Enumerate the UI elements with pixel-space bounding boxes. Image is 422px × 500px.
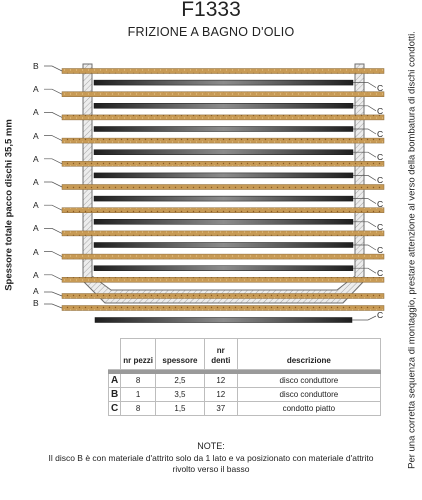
table-header-pezzi: nr pezzi xyxy=(121,339,156,370)
loose-friction-disc-a xyxy=(62,294,384,299)
steel-disc-c xyxy=(94,173,353,178)
friction-disc-a xyxy=(62,254,384,259)
friction-disc-a xyxy=(62,92,384,97)
page-title: F1333 xyxy=(181,0,241,21)
assembly-note-text: Per una corretta sequenza di montaggio, prestare attenzione al verso della bombatura di dischi condotti. xyxy=(406,31,418,469)
leader-line-a xyxy=(44,182,62,187)
friction-disc-a xyxy=(62,161,384,166)
disc-descrizione: disco conduttore xyxy=(237,388,380,402)
disc-label-c: C xyxy=(377,82,384,93)
loose-friction-disc-b xyxy=(62,306,384,311)
disc-label-b: B xyxy=(33,61,39,71)
disc-label-a: A xyxy=(33,269,39,280)
disc-label-a: A xyxy=(33,223,39,234)
steel-disc-c xyxy=(94,103,353,108)
leader-line-b xyxy=(44,66,62,71)
disc-pezzi: 8 xyxy=(121,402,156,416)
leader-line-c xyxy=(352,316,376,320)
leader-line-a xyxy=(44,252,62,257)
disc-label-a: A xyxy=(33,130,39,141)
disc-label-c: C xyxy=(377,175,384,186)
disc-label-c: C xyxy=(377,268,384,279)
friction-disc-a xyxy=(62,138,384,143)
disc-label-a: A xyxy=(33,153,39,164)
total-thickness-text: Spessore totale pacco dischi 35,5 mm xyxy=(3,119,15,291)
disc-denti: 12 xyxy=(204,374,237,388)
disc-descrizione: disco conduttore xyxy=(237,374,380,388)
steel-disc-c xyxy=(94,243,353,248)
friction-disc-a xyxy=(62,115,384,120)
steel-disc-c xyxy=(94,80,353,85)
leader-line-a xyxy=(44,205,62,210)
disc-label-a: A xyxy=(33,84,39,95)
leader-line-a xyxy=(44,136,62,141)
steel-disc-c xyxy=(94,196,353,201)
table-header-descrizione: descrizione xyxy=(237,339,380,370)
table-header-spessore: spessore xyxy=(156,339,205,370)
disc-label-b: B xyxy=(33,298,39,308)
table-row xyxy=(109,374,381,388)
disc-spessore: 1,5 xyxy=(156,402,205,416)
disc-label-a: A xyxy=(33,200,39,211)
disc-label-a: A xyxy=(33,246,39,257)
leader-line-a xyxy=(44,228,62,233)
page-subtitle: FRIZIONE A BAGNO D'OLIO xyxy=(127,25,295,39)
friction-disc-b xyxy=(62,69,384,74)
disc-label-a: A xyxy=(33,177,39,187)
disc-label-c: C xyxy=(377,310,384,320)
leader-line-b xyxy=(44,304,62,308)
steel-disc-c xyxy=(94,150,353,155)
leader-line-a xyxy=(44,89,62,94)
disc-label-a: A xyxy=(33,107,39,118)
steel-disc-c xyxy=(94,127,353,132)
disc-denti: 37 xyxy=(204,402,237,416)
loose-steel-disc-c xyxy=(95,318,352,323)
friction-disc-a xyxy=(62,185,384,190)
notes-body: Il disco B è con materiale d'attrito solo da 1 lato e va posizionato con materiale d'attrito rivolto verso il basso xyxy=(48,453,374,474)
table-header-row xyxy=(109,339,381,370)
disc-spec-table xyxy=(108,338,381,416)
friction-disc-a xyxy=(62,231,384,236)
disc-spessore: 3,5 xyxy=(156,388,205,402)
disc-code: B xyxy=(109,388,121,402)
disc-pezzi: 1 xyxy=(121,388,156,402)
notes-title: NOTE: xyxy=(197,441,225,451)
steel-disc-c xyxy=(94,266,353,271)
disc-label-c: C xyxy=(377,221,384,232)
disc-label-c: C xyxy=(377,105,384,116)
table-row xyxy=(109,388,381,402)
disc-label-c: C xyxy=(377,245,384,255)
disc-label-c: C xyxy=(377,198,384,209)
disc-spessore: 2,5 xyxy=(156,374,205,388)
table-row xyxy=(109,402,381,416)
leader-line-a xyxy=(44,292,62,296)
leader-line-a xyxy=(44,112,62,117)
disc-label-c: C xyxy=(377,152,384,163)
steel-disc-c xyxy=(94,219,353,224)
stacked-discs xyxy=(62,69,384,283)
friction-disc-a xyxy=(62,277,384,282)
leader-line-a xyxy=(44,275,62,280)
disc-label-a: A xyxy=(33,286,39,296)
disc-code: A xyxy=(109,374,121,388)
disc-descrizione: condotto piatto xyxy=(237,402,380,416)
loose-discs xyxy=(44,292,384,323)
disc-pezzi: 8 xyxy=(121,374,156,388)
disc-code: C xyxy=(109,402,121,416)
table-header-denti: nr denti xyxy=(204,339,237,370)
disc-label-c: C xyxy=(377,129,384,139)
friction-disc-a xyxy=(62,208,384,213)
disc-denti: 12 xyxy=(204,388,237,402)
table-header-code xyxy=(109,339,121,370)
leader-line-a xyxy=(44,159,62,164)
